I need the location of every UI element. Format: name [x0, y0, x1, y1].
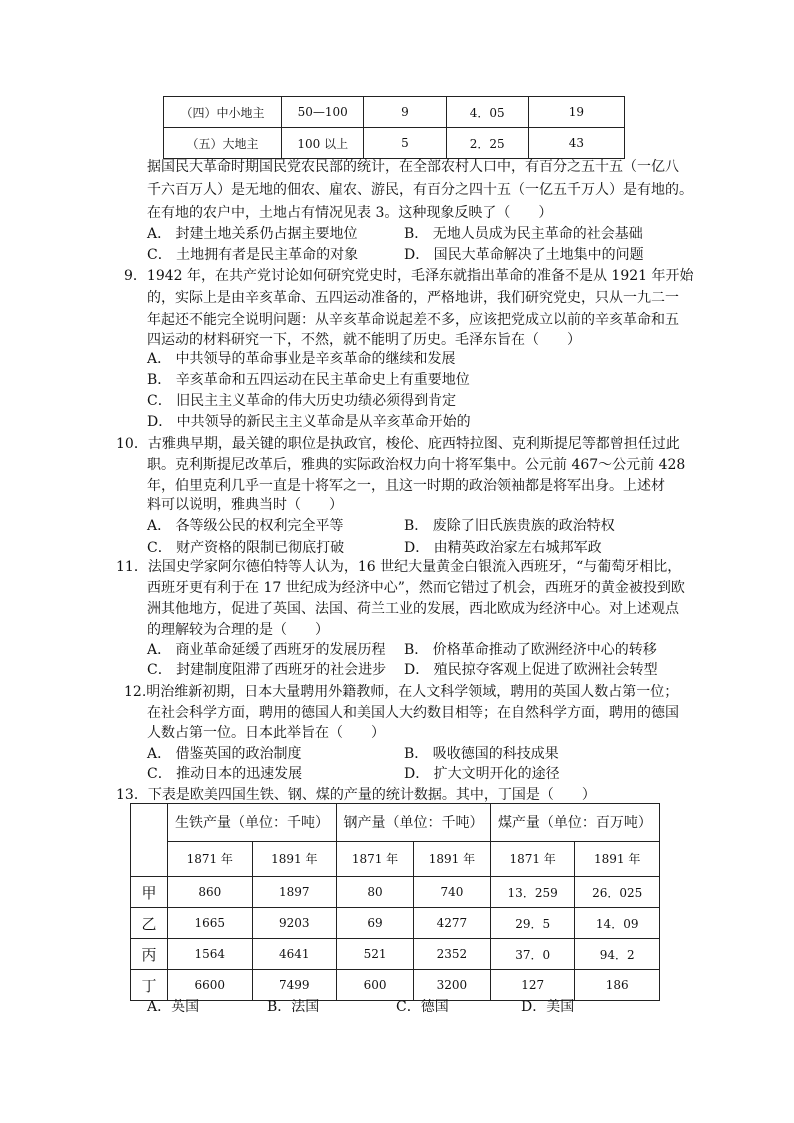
- table-cell: 127: [490, 970, 575, 1001]
- table-cell: 3200: [413, 970, 490, 1001]
- table-cell: 2．25: [446, 128, 528, 159]
- row-label: 甲: [131, 877, 168, 908]
- table-row: [131, 908, 660, 939]
- table-row: [131, 939, 660, 970]
- q12-option-b[interactable]: B． 吸收德国的科技成果: [404, 746, 559, 762]
- q12-option-c[interactable]: C． 推动日本的迅速发展: [147, 766, 303, 782]
- q10-option-b[interactable]: B． 废除了旧氏族贵族的政治特权: [404, 518, 615, 534]
- table-row: [164, 128, 625, 159]
- table-cell: 860: [168, 877, 253, 908]
- table-cell: （五）大地主: [164, 128, 282, 159]
- q12-option-d[interactable]: D． 扩大文明开化的途径: [404, 766, 560, 782]
- q11-line-4: 的理解较为合理的是（ ）: [147, 622, 329, 638]
- land-ownership-table: [163, 96, 625, 159]
- year-header: 1871 年: [168, 841, 253, 877]
- column-header: 煤产量（单位：百万吨）: [490, 804, 659, 842]
- q8-option-d[interactable]: D． 国民大革命解决了土地集中的问题: [404, 247, 644, 263]
- table-cell: 43: [528, 128, 624, 159]
- q9-line-2: 的，实际上是由辛亥革命、五四运动准备的，严格地讲，我们研究党史，只从一九二一: [147, 290, 679, 306]
- row-label: 丙: [131, 939, 168, 970]
- table-row: [164, 97, 625, 128]
- table-cell: 4641: [252, 939, 337, 970]
- q10-option-c[interactable]: C． 财产资格的限制已彻底打破: [147, 540, 345, 556]
- q12-line-3: 人数占第一位。日本此举旨在（ ）: [147, 725, 385, 741]
- table-cell: 69: [337, 908, 414, 939]
- q9-option-a[interactable]: A． 中共领导的革命事业是辛亥革命的继续和发展: [147, 351, 456, 367]
- table-cell: 1897: [252, 877, 337, 908]
- q11-line-3: 洲其他地方，促进了英国、法国、荷兰工业的发展，西北欧成为经济中心。对上述观点: [147, 601, 679, 617]
- q11-option-b[interactable]: B． 价格革命推动了欧洲经济中心的转移: [404, 642, 657, 658]
- year-header: 1871 年: [337, 841, 414, 877]
- q10-line-1: 10．古雅典早期，最关键的职位是执政官，梭伦、庇西特拉图、克利斯提尼等都曾担任过此: [116, 436, 680, 452]
- q10-option-a[interactable]: A． 各等级公民的权利完全平等: [147, 518, 344, 534]
- table-row: [131, 970, 660, 1001]
- table-cell: 29．5: [490, 908, 575, 939]
- q12-line-1: 12.明治维新初期，日本大量聘用外籍教师，在人文科学领域，聘用的英国人数占第一位；: [124, 684, 679, 700]
- table-cell: 13．259: [490, 877, 575, 908]
- q12-line-2: 在社会科学方面，聘用的德国人和美国人大约数目相等；在自然科学方面，聘用的德国: [147, 705, 679, 721]
- q11-line-2: 西班牙更有利于在 17 世纪成为经济中心”，然而它错过了机会，西班牙的黄金被投到欧: [147, 580, 685, 596]
- q8-option-c[interactable]: C． 土地拥有者是民主革命的对象: [147, 247, 359, 263]
- column-header: 钢产量（单位：千吨）: [337, 804, 491, 842]
- q11-option-d[interactable]: D． 殖民掠夺客观上促进了欧洲社会转型: [404, 662, 658, 678]
- year-header: 1871 年: [490, 841, 575, 877]
- table-cell: 4．05: [446, 97, 528, 128]
- table-cell: 2352: [413, 939, 490, 970]
- q9-line-3: 年起还不能完全说明问题：从辛亥革命说起差不多，应该把党成立以前的辛亥革命和五: [147, 312, 679, 328]
- q9-line-1: 9．1942 年，在共产党讨论如何研究党史时，毛泽东就指出革命的准备不是从 1921 年开始: [124, 268, 694, 284]
- table-cell: 5: [364, 128, 446, 159]
- table-cell: 100 以上: [282, 128, 364, 159]
- q13-option-d[interactable]: D．美国: [521, 999, 575, 1015]
- table-cell: （四）中小地主: [164, 97, 282, 128]
- table-cell: 6600: [168, 970, 253, 1001]
- table-cell: 4277: [413, 908, 490, 939]
- table-cell: 26．025: [575, 877, 660, 908]
- table-cell: 7499: [252, 970, 337, 1001]
- q11-line-1: 11．法国史学家阿尔德伯特等人认为，16 世纪大量黄金白银流入西班牙，“与葡萄牙相比，: [116, 559, 682, 575]
- table-cell: 1665: [168, 908, 253, 939]
- production-table: [130, 803, 660, 1001]
- table-cell: 94．2: [575, 939, 660, 970]
- column-header: 生铁产量（单位：千吨）: [168, 804, 337, 842]
- table-cell: 600: [337, 970, 414, 1001]
- q11-option-c[interactable]: C． 封建制度阻滞了西班牙的社会进步: [147, 662, 387, 678]
- table-cell: 37．0: [490, 939, 575, 970]
- table-cell: 14．09: [575, 908, 660, 939]
- table-cell: 740: [413, 877, 490, 908]
- q13-option-a[interactable]: A．英国: [147, 999, 200, 1015]
- row-label: 乙: [131, 908, 168, 939]
- row-label: 丁: [131, 970, 168, 1001]
- q13-option-c[interactable]: C．德国: [396, 999, 449, 1015]
- q10-option-d[interactable]: D． 由精英政治家左右城邦军政: [404, 540, 602, 556]
- q9-option-c[interactable]: C． 旧民主主义革命的伟大历史功绩必须得到肯定: [147, 393, 457, 409]
- year-header: 1891 年: [252, 841, 337, 877]
- q8-option-b[interactable]: B． 无地人员成为民主革命的社会基础: [404, 226, 643, 242]
- table-cell: 1564: [168, 939, 253, 970]
- table-row: [131, 877, 660, 908]
- q9-option-d[interactable]: D． 中共领导的新民主主义革命是从辛亥革命开始的: [147, 414, 471, 430]
- table-cell: 9203: [252, 908, 337, 939]
- year-header: 1891 年: [413, 841, 490, 877]
- q9-option-b[interactable]: B． 辛亥革命和五四运动在民主革命史上有重要地位: [147, 372, 470, 388]
- q10-line-3: 年，伯里克利几乎一直是十将军之一，且这一时期的政治领袖都是将军出身。上述材: [147, 478, 665, 494]
- q8-option-a[interactable]: A． 封建土地关系仍占据主要地位: [147, 226, 358, 242]
- corner-cell: [131, 804, 168, 877]
- q8-line-2: 千六百万人）是无地的佃农、雇农、游民，有百分之四十五（一亿五千万人）是有地的。: [147, 182, 693, 198]
- q12-option-a[interactable]: A． 借鉴英国的政治制度: [147, 746, 302, 762]
- table-cell: 186: [575, 970, 660, 1001]
- table-cell: 50—100: [282, 97, 364, 128]
- table-header-row: [131, 804, 660, 842]
- table-year-row: [131, 841, 660, 877]
- q9-line-4: 四运动的材料研究一下，不然，就不能明了历史。毛泽东旨在（ ）: [147, 332, 581, 348]
- q11-option-a[interactable]: A． 商业革命延缓了西班牙的发展历程: [147, 642, 386, 658]
- q10-line-2: 职。克利斯提尼改革后，雅典的实际政治权力向十将军集中。公元前 467～公元前 428: [147, 457, 686, 473]
- table-cell: 9: [364, 97, 446, 128]
- q13-line-1: 13．下表是欧美四国生铁、钢、煤的产量的统计数据。其中，丁国是（ ）: [116, 787, 596, 803]
- year-header: 1891 年: [575, 841, 660, 877]
- q8-line-1: 据国民大革命时期国民党农民部的统计，在全部农村人口中，有百分之五十五（一亿八: [147, 159, 679, 175]
- q13-option-b[interactable]: B．法国: [267, 999, 320, 1015]
- q10-line-4: 料可以说明，雅典当时（ ）: [147, 497, 343, 513]
- table-cell: 521: [337, 939, 414, 970]
- table-cell: 19: [528, 97, 624, 128]
- table-cell: 80: [337, 877, 414, 908]
- q8-line-3: 在有地的农户中，土地占有情况见表 3。这种现象反映了（ ）: [147, 205, 553, 221]
